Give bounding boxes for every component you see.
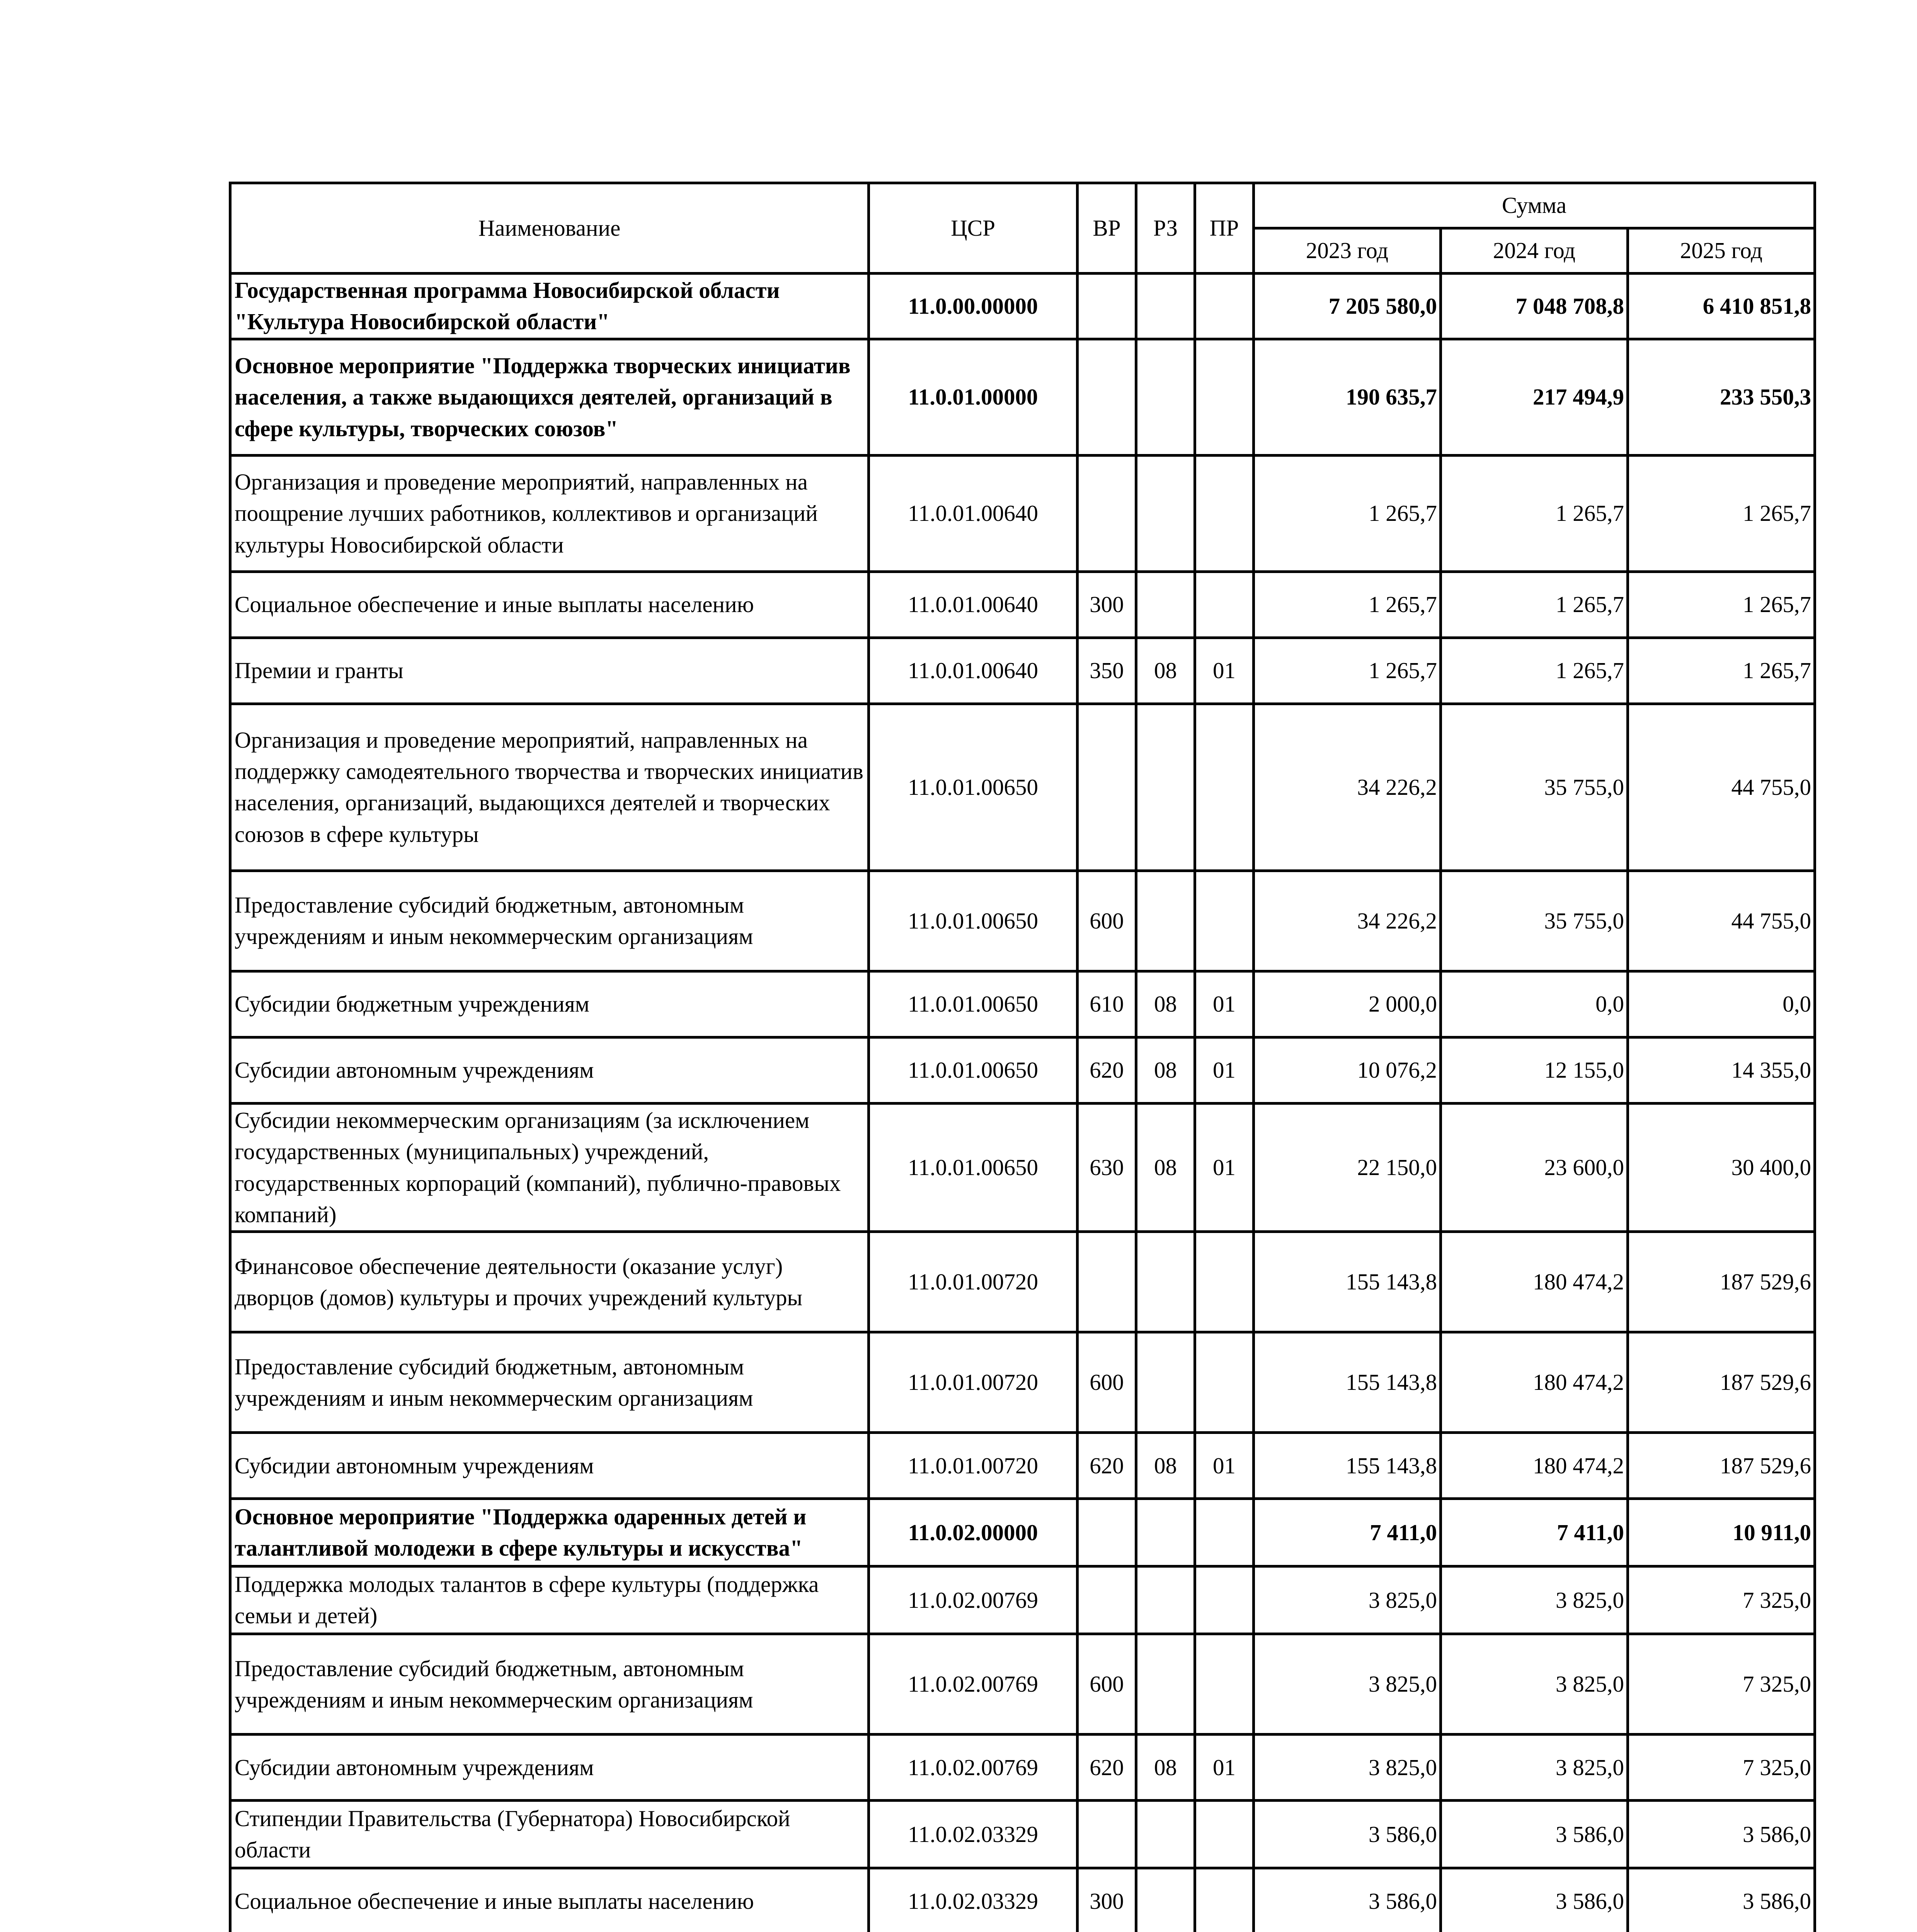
row-sum-2023: 1 265,7 (1254, 638, 1441, 704)
row-sum-2024: 1 265,7 (1441, 638, 1628, 704)
row-sum-2023: 7 411,0 (1254, 1499, 1441, 1566)
row-rz (1136, 571, 1195, 638)
table-row (230, 274, 1815, 339)
row-name: Организация и проведение мероприятий, направленных на поддержку самодеятельного творчества и творческих инициатив населения, организаций, выдающихся деятелей и творческих союзов в сфере культуры (230, 704, 869, 871)
row-rz (1136, 1634, 1195, 1735)
row-rz (1136, 274, 1195, 339)
row-sum-2023: 190 635,7 (1254, 339, 1441, 455)
row-vr: 300 (1078, 571, 1136, 638)
table-row (230, 1433, 1815, 1499)
row-name: Субсидии автономным учреждениям (230, 1735, 869, 1801)
row-pr (1195, 455, 1254, 571)
row-rz (1136, 1499, 1195, 1566)
row-name: Премии и гранты (230, 638, 869, 704)
row-pr: 01 (1195, 1433, 1254, 1499)
row-rz: 08 (1136, 1433, 1195, 1499)
table-row (230, 1868, 1815, 1932)
row-sum-2025: 44 755,0 (1628, 704, 1815, 871)
row-sum-2024: 7 411,0 (1441, 1499, 1628, 1566)
row-name: Основное мероприятие "Поддержка одаренных детей и талантливой молодежи в сфере культуры и искусства" (230, 1499, 869, 1566)
row-pr (1195, 1634, 1254, 1735)
row-sum-2023: 1 265,7 (1254, 455, 1441, 571)
row-name: Предоставление субсидий бюджетным, автономным учреждениям и иным некоммерческим организациям (230, 871, 869, 971)
row-name: Государственная программа Новосибирской области "Культура Новосибирской области" (230, 274, 869, 339)
row-sum-2024: 35 755,0 (1441, 871, 1628, 971)
row-sum-2024: 3 586,0 (1441, 1801, 1628, 1868)
row-pr: 01 (1195, 1103, 1254, 1232)
row-name: Социальное обеспечение и иные выплаты населению (230, 571, 869, 638)
header-rz: РЗ (1136, 183, 1195, 274)
row-csr: 11.0.01.00720 (869, 1332, 1078, 1433)
row-vr (1078, 274, 1136, 339)
row-pr (1195, 1868, 1254, 1932)
row-vr (1078, 455, 1136, 571)
row-sum-2025: 1 265,7 (1628, 455, 1815, 571)
row-sum-2023: 1 265,7 (1254, 571, 1441, 638)
row-sum-2025: 3 586,0 (1628, 1801, 1815, 1868)
row-sum-2024: 217 494,9 (1441, 339, 1628, 455)
row-vr: 600 (1078, 871, 1136, 971)
row-name: Субсидии бюджетным учреждениям (230, 971, 869, 1037)
row-rz (1136, 455, 1195, 571)
table-row (230, 571, 1815, 638)
row-csr: 11.0.01.00640 (869, 638, 1078, 704)
row-pr (1195, 704, 1254, 871)
row-sum-2023: 155 143,8 (1254, 1232, 1441, 1332)
row-vr (1078, 1801, 1136, 1868)
row-sum-2024: 0,0 (1441, 971, 1628, 1037)
table-row (230, 339, 1815, 455)
row-pr (1195, 871, 1254, 971)
row-vr: 620 (1078, 1037, 1136, 1103)
row-csr: 11.0.01.00640 (869, 455, 1078, 571)
row-pr (1195, 1332, 1254, 1433)
row-rz (1136, 1566, 1195, 1634)
row-rz: 08 (1136, 1735, 1195, 1801)
row-name: Финансовое обеспечение деятельности (оказание услуг) дворцов (домов) культуры и прочих учреждений культуры (230, 1232, 869, 1332)
row-sum-2024: 1 265,7 (1441, 571, 1628, 638)
row-csr: 11.0.01.00650 (869, 1103, 1078, 1232)
row-sum-2024: 3 825,0 (1441, 1735, 1628, 1801)
table-row (230, 971, 1815, 1037)
row-vr (1078, 339, 1136, 455)
table-row (230, 871, 1815, 971)
row-sum-2025: 30 400,0 (1628, 1103, 1815, 1232)
row-csr: 11.0.00.00000 (869, 274, 1078, 339)
row-vr: 300 (1078, 1868, 1136, 1932)
row-sum-2023: 3 586,0 (1254, 1868, 1441, 1932)
row-csr: 11.0.02.00769 (869, 1735, 1078, 1801)
table-header-row (230, 183, 1815, 228)
row-vr: 600 (1078, 1332, 1136, 1433)
row-csr: 11.0.01.00640 (869, 571, 1078, 638)
header-csr: ЦСР (869, 183, 1078, 274)
row-pr (1195, 1499, 1254, 1566)
row-sum-2025: 7 325,0 (1628, 1634, 1815, 1735)
row-rz (1136, 1332, 1195, 1433)
row-sum-2025: 1 265,7 (1628, 638, 1815, 704)
row-sum-2025: 187 529,6 (1628, 1332, 1815, 1433)
row-sum-2025: 187 529,6 (1628, 1433, 1815, 1499)
row-pr (1195, 274, 1254, 339)
table-row (230, 1801, 1815, 1868)
row-sum-2024: 35 755,0 (1441, 704, 1628, 871)
header-sum: Сумма (1254, 183, 1815, 228)
row-sum-2025: 1 265,7 (1628, 571, 1815, 638)
row-csr: 11.0.01.00000 (869, 339, 1078, 455)
row-sum-2023: 3 825,0 (1254, 1566, 1441, 1634)
row-name: Предоставление субсидий бюджетным, автономным учреждениям и иным некоммерческим организациям (230, 1634, 869, 1735)
row-pr (1195, 1566, 1254, 1634)
row-vr: 630 (1078, 1103, 1136, 1232)
row-sum-2023: 3 825,0 (1254, 1735, 1441, 1801)
row-rz (1136, 1868, 1195, 1932)
row-vr: 350 (1078, 638, 1136, 704)
row-pr: 01 (1195, 1037, 1254, 1103)
row-csr: 11.0.02.03329 (869, 1801, 1078, 1868)
header-name: Наименование (230, 183, 869, 274)
table-row (230, 1566, 1815, 1634)
row-csr: 11.0.01.00650 (869, 871, 1078, 971)
row-sum-2024: 1 265,7 (1441, 455, 1628, 571)
header-pr: ПР (1195, 183, 1254, 274)
row-vr: 620 (1078, 1735, 1136, 1801)
table-row (230, 455, 1815, 571)
row-sum-2024: 3 825,0 (1441, 1566, 1628, 1634)
table-row (230, 1735, 1815, 1801)
row-name: Социальное обеспечение и иные выплаты населению (230, 1868, 869, 1932)
row-rz (1136, 871, 1195, 971)
row-vr (1078, 1232, 1136, 1332)
table-row (230, 1499, 1815, 1566)
row-sum-2024: 12 155,0 (1441, 1037, 1628, 1103)
row-pr: 01 (1195, 638, 1254, 704)
row-sum-2023: 3 825,0 (1254, 1634, 1441, 1735)
row-vr: 600 (1078, 1634, 1136, 1735)
row-name: Поддержка молодых талантов в сфере культуры (поддержка семьи и детей) (230, 1566, 869, 1634)
row-sum-2024: 23 600,0 (1441, 1103, 1628, 1232)
row-pr: 01 (1195, 1735, 1254, 1801)
table-row (230, 704, 1815, 871)
row-rz (1136, 339, 1195, 455)
row-sum-2023: 155 143,8 (1254, 1332, 1441, 1433)
row-csr: 11.0.02.03329 (869, 1868, 1078, 1932)
header-year-2023: 2023 год (1254, 228, 1441, 274)
row-sum-2024: 180 474,2 (1441, 1232, 1628, 1332)
row-name: Субсидии некоммерческим организациям (за исключением государственных (муниципальных) учреждений, государственных корпораций (компаний), публично-правовых компаний) (230, 1103, 869, 1232)
table-row (230, 1103, 1815, 1232)
table-row (230, 1232, 1815, 1332)
row-rz (1136, 704, 1195, 871)
row-sum-2025: 7 325,0 (1628, 1566, 1815, 1634)
row-rz: 08 (1136, 971, 1195, 1037)
row-vr (1078, 704, 1136, 871)
row-sum-2025: 7 325,0 (1628, 1735, 1815, 1801)
row-name: Предоставление субсидий бюджетным, автономным учреждениям и иным некоммерческим организациям (230, 1332, 869, 1433)
row-sum-2023: 3 586,0 (1254, 1801, 1441, 1868)
row-csr: 11.0.01.00650 (869, 971, 1078, 1037)
header-year-2024: 2024 год (1441, 228, 1628, 274)
row-csr: 11.0.02.00769 (869, 1566, 1078, 1634)
row-sum-2023: 2 000,0 (1254, 971, 1441, 1037)
row-csr: 11.0.01.00720 (869, 1232, 1078, 1332)
row-sum-2024: 3 825,0 (1441, 1634, 1628, 1735)
row-sum-2023: 34 226,2 (1254, 704, 1441, 871)
row-sum-2023: 7 205 580,0 (1254, 274, 1441, 339)
row-pr (1195, 1232, 1254, 1332)
row-rz (1136, 1801, 1195, 1868)
row-sum-2023: 10 076,2 (1254, 1037, 1441, 1103)
row-vr (1078, 1566, 1136, 1634)
table-row (230, 638, 1815, 704)
row-sum-2025: 44 755,0 (1628, 871, 1815, 971)
row-rz: 08 (1136, 1103, 1195, 1232)
row-pr: 01 (1195, 971, 1254, 1037)
row-csr: 11.0.01.00650 (869, 704, 1078, 871)
table-row (230, 1332, 1815, 1433)
row-name: Стипендии Правительства (Губернатора) Новосибирской области (230, 1801, 869, 1868)
row-csr: 11.0.02.00769 (869, 1634, 1078, 1735)
table-body (230, 274, 1815, 1932)
row-rz (1136, 1232, 1195, 1332)
header-vr: ВР (1078, 183, 1136, 274)
row-sum-2024: 180 474,2 (1441, 1433, 1628, 1499)
budget-table (229, 182, 1816, 1932)
row-csr: 11.0.01.00720 (869, 1433, 1078, 1499)
row-name: Основное мероприятие "Поддержка творческих инициатив населения, а также выдающихся деятелей, организаций в сфере культуры, творческих союзов" (230, 339, 869, 455)
row-vr: 620 (1078, 1433, 1136, 1499)
row-vr: 610 (1078, 971, 1136, 1037)
row-sum-2025: 0,0 (1628, 971, 1815, 1037)
row-sum-2024: 180 474,2 (1441, 1332, 1628, 1433)
row-sum-2024: 3 586,0 (1441, 1868, 1628, 1932)
row-sum-2025: 6 410 851,8 (1628, 274, 1815, 339)
row-vr (1078, 1499, 1136, 1566)
row-sum-2024: 7 048 708,8 (1441, 274, 1628, 339)
row-name: Организация и проведение мероприятий, направленных на поощрение лучших работников, коллективов и организаций культуры Новосибирской области (230, 455, 869, 571)
row-sum-2025: 3 586,0 (1628, 1868, 1815, 1932)
row-sum-2023: 34 226,2 (1254, 871, 1441, 971)
row-sum-2023: 155 143,8 (1254, 1433, 1441, 1499)
row-csr: 11.0.01.00650 (869, 1037, 1078, 1103)
row-rz: 08 (1136, 1037, 1195, 1103)
row-name: Субсидии автономным учреждениям (230, 1037, 869, 1103)
row-sum-2023: 22 150,0 (1254, 1103, 1441, 1232)
header-year-2025: 2025 год (1628, 228, 1815, 274)
row-sum-2025: 233 550,3 (1628, 339, 1815, 455)
row-pr (1195, 339, 1254, 455)
table-row (230, 1037, 1815, 1103)
row-csr: 11.0.02.00000 (869, 1499, 1078, 1566)
row-rz: 08 (1136, 638, 1195, 704)
row-pr (1195, 1801, 1254, 1868)
row-sum-2025: 10 911,0 (1628, 1499, 1815, 1566)
row-pr (1195, 571, 1254, 638)
row-sum-2025: 14 355,0 (1628, 1037, 1815, 1103)
table-row (230, 1634, 1815, 1735)
row-name: Субсидии автономным учреждениям (230, 1433, 869, 1499)
row-sum-2025: 187 529,6 (1628, 1232, 1815, 1332)
